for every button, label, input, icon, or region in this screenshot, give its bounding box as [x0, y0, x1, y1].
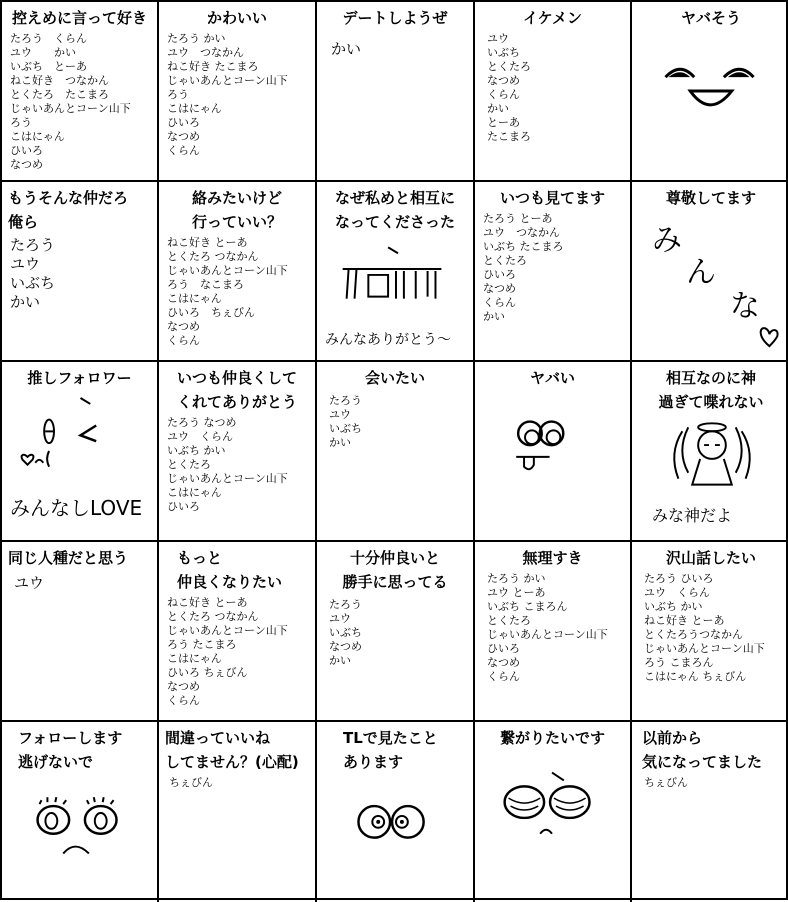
- cell-names: ちぇびん: [169, 776, 213, 789]
- cell-3-2: [159, 362, 317, 542]
- cell-title: 同じ人種だと思う: [8, 549, 129, 567]
- cell-1-3: [317, 2, 475, 182]
- cell-2-5: [632, 182, 788, 362]
- cell-names: ねこ好き とーあ とくたろ つなかん じゃいあんとコーン山下 ろう たこまろ こはにゃん ひいろ ちぇびん なつめ くらん: [167, 596, 288, 707]
- cell-2-2: [159, 182, 317, 362]
- cell-5-5: [632, 722, 788, 902]
- cell-names: たろう なつめ ユウ くらん いぶち かい とくたろ じゃいあんとコーン山下 こはにゃん ひいろ: [167, 416, 288, 513]
- cell-1-5: [632, 2, 788, 182]
- caption-char: な: [730, 289, 760, 324]
- cell-2-3: [317, 182, 475, 362]
- cell-names: かい: [331, 40, 362, 58]
- smiling-face-icon: [632, 2, 788, 180]
- cell-4-4: [475, 542, 632, 722]
- cell-title: 繋がりたいです: [499, 729, 605, 747]
- cell-names: ユウ: [14, 574, 45, 592]
- cell-title: 間違っていいね してません？(心配): [165, 729, 299, 771]
- pleading-eyes-icon: [2, 722, 157, 902]
- cell-title: 推しフォロワー: [27, 369, 132, 387]
- cell-names: たろう かい ユウ つなかん ねこ好き たこまろ じゃいあんとコーン山下 ろう こはにゃん ひいろ なつめ くらん: [167, 32, 288, 157]
- cell-title: 絡みたいけど 行っていい？: [191, 189, 282, 231]
- cell-caption: みんなしLOVE: [10, 496, 143, 520]
- cell-1-2: [159, 2, 317, 182]
- cell-1-4: [475, 2, 632, 182]
- cell-names: たろう ひいろ ユウ くらん いぶち かい ねこ好き とーあ とくたろうつなかん じゃいあんとコーン山下 ろう こまろん こはにゃん ちぇびん: [644, 572, 765, 683]
- heart-icon: [632, 182, 788, 360]
- caption-char: み: [652, 223, 682, 258]
- caption-char: ん: [686, 255, 716, 290]
- cell-names: たろう かい ユウ とーあ いぶち こまろん とくたろ じゃいあんとコーン山下 ひいろ なつめ くらん: [487, 572, 608, 683]
- cell-title: 会いたい: [364, 369, 425, 387]
- cell-3-5: [632, 362, 788, 542]
- cell-4-3: [317, 542, 475, 722]
- cell-title: いつも見てます: [499, 189, 605, 207]
- cell-title: 相互なのに神 過ぎて喋れない: [658, 369, 764, 411]
- cell-caption: みんなありがとう〜: [325, 332, 451, 348]
- cell-title: なぜ私めと相互に なってくださった: [334, 189, 455, 231]
- cell-title: 以前から 気になってました: [642, 729, 763, 771]
- cell-3-3: [317, 362, 475, 542]
- cell-names: たろう ユウ いぶち かい: [10, 236, 56, 311]
- cell-5-1: [2, 722, 159, 902]
- cell-title: TLで見たこと あります: [343, 729, 438, 771]
- cell-names: たろう くらん ユウ かい いぶち とーあ ねこ好き つなかん とくたろ たこまろ じゃいあんとコーン山下 ろう こはにゃん ひいろ なつめ: [10, 32, 131, 171]
- cell-names: ちぇびん: [644, 776, 688, 789]
- cell-5-4: [475, 722, 632, 902]
- cell-4-2: [159, 542, 317, 722]
- teary-face-icon: [475, 722, 630, 902]
- cell-names: ねこ好き とーあ とくたろ つなかん じゃいあんとコーン山下 ろう なこまろ こはにゃん ひいろ ちぇびん なつめ くらん: [167, 236, 288, 347]
- cell-title: イケメン: [522, 9, 583, 27]
- cell-names: たろう とーあ ユウ つなかん いぶち たこまろ とくたろ ひいろ なつめ くらん かい: [483, 212, 564, 323]
- cell-1-1: [2, 2, 159, 182]
- cell-5-3: [317, 722, 475, 902]
- cell-title: 十分仲良いと 勝手に思ってる: [342, 549, 448, 591]
- cell-title: デートしようぜ: [342, 9, 448, 27]
- cell-names: たろう ユウ いぶち なつめ かい: [329, 598, 362, 667]
- cell-title: フォローします 逃げないで: [18, 729, 123, 771]
- cell-5-2: [159, 722, 317, 902]
- cell-title: 沢山話したい: [665, 549, 756, 567]
- cell-4-1: [2, 542, 159, 722]
- cell-caption: みな神だよ: [652, 506, 733, 525]
- cell-title: ヤバそう: [680, 9, 741, 27]
- staring-eyes-icon: [317, 722, 473, 902]
- cell-3-4: [475, 362, 632, 542]
- cell-title: 尊敬してます: [665, 189, 756, 207]
- cell-title: もっと 仲良くなりたい: [177, 549, 283, 591]
- cell-4-5: [632, 542, 788, 722]
- cell-2-4: [475, 182, 632, 362]
- cell-title: 無理すき: [522, 549, 583, 567]
- cell-title: もうそんな仲だろ 俺ら: [8, 189, 129, 231]
- cell-2-1: [2, 182, 159, 362]
- cell-names: たろう ユウ いぶち かい: [329, 394, 362, 449]
- goggle-eyes-face-icon: [475, 362, 630, 540]
- cell-3-1: [2, 362, 159, 542]
- cell-names: ユウ いぶち とくたろ なつめ くらん かい とーあ たこまろ: [487, 32, 531, 143]
- cell-title: 控えめに言って好き: [11, 9, 147, 27]
- cell-title: ヤバい: [529, 369, 575, 387]
- cell-title: かわいい: [206, 9, 267, 27]
- cell-title: いつも仲良くして くれてありがとう: [176, 369, 297, 411]
